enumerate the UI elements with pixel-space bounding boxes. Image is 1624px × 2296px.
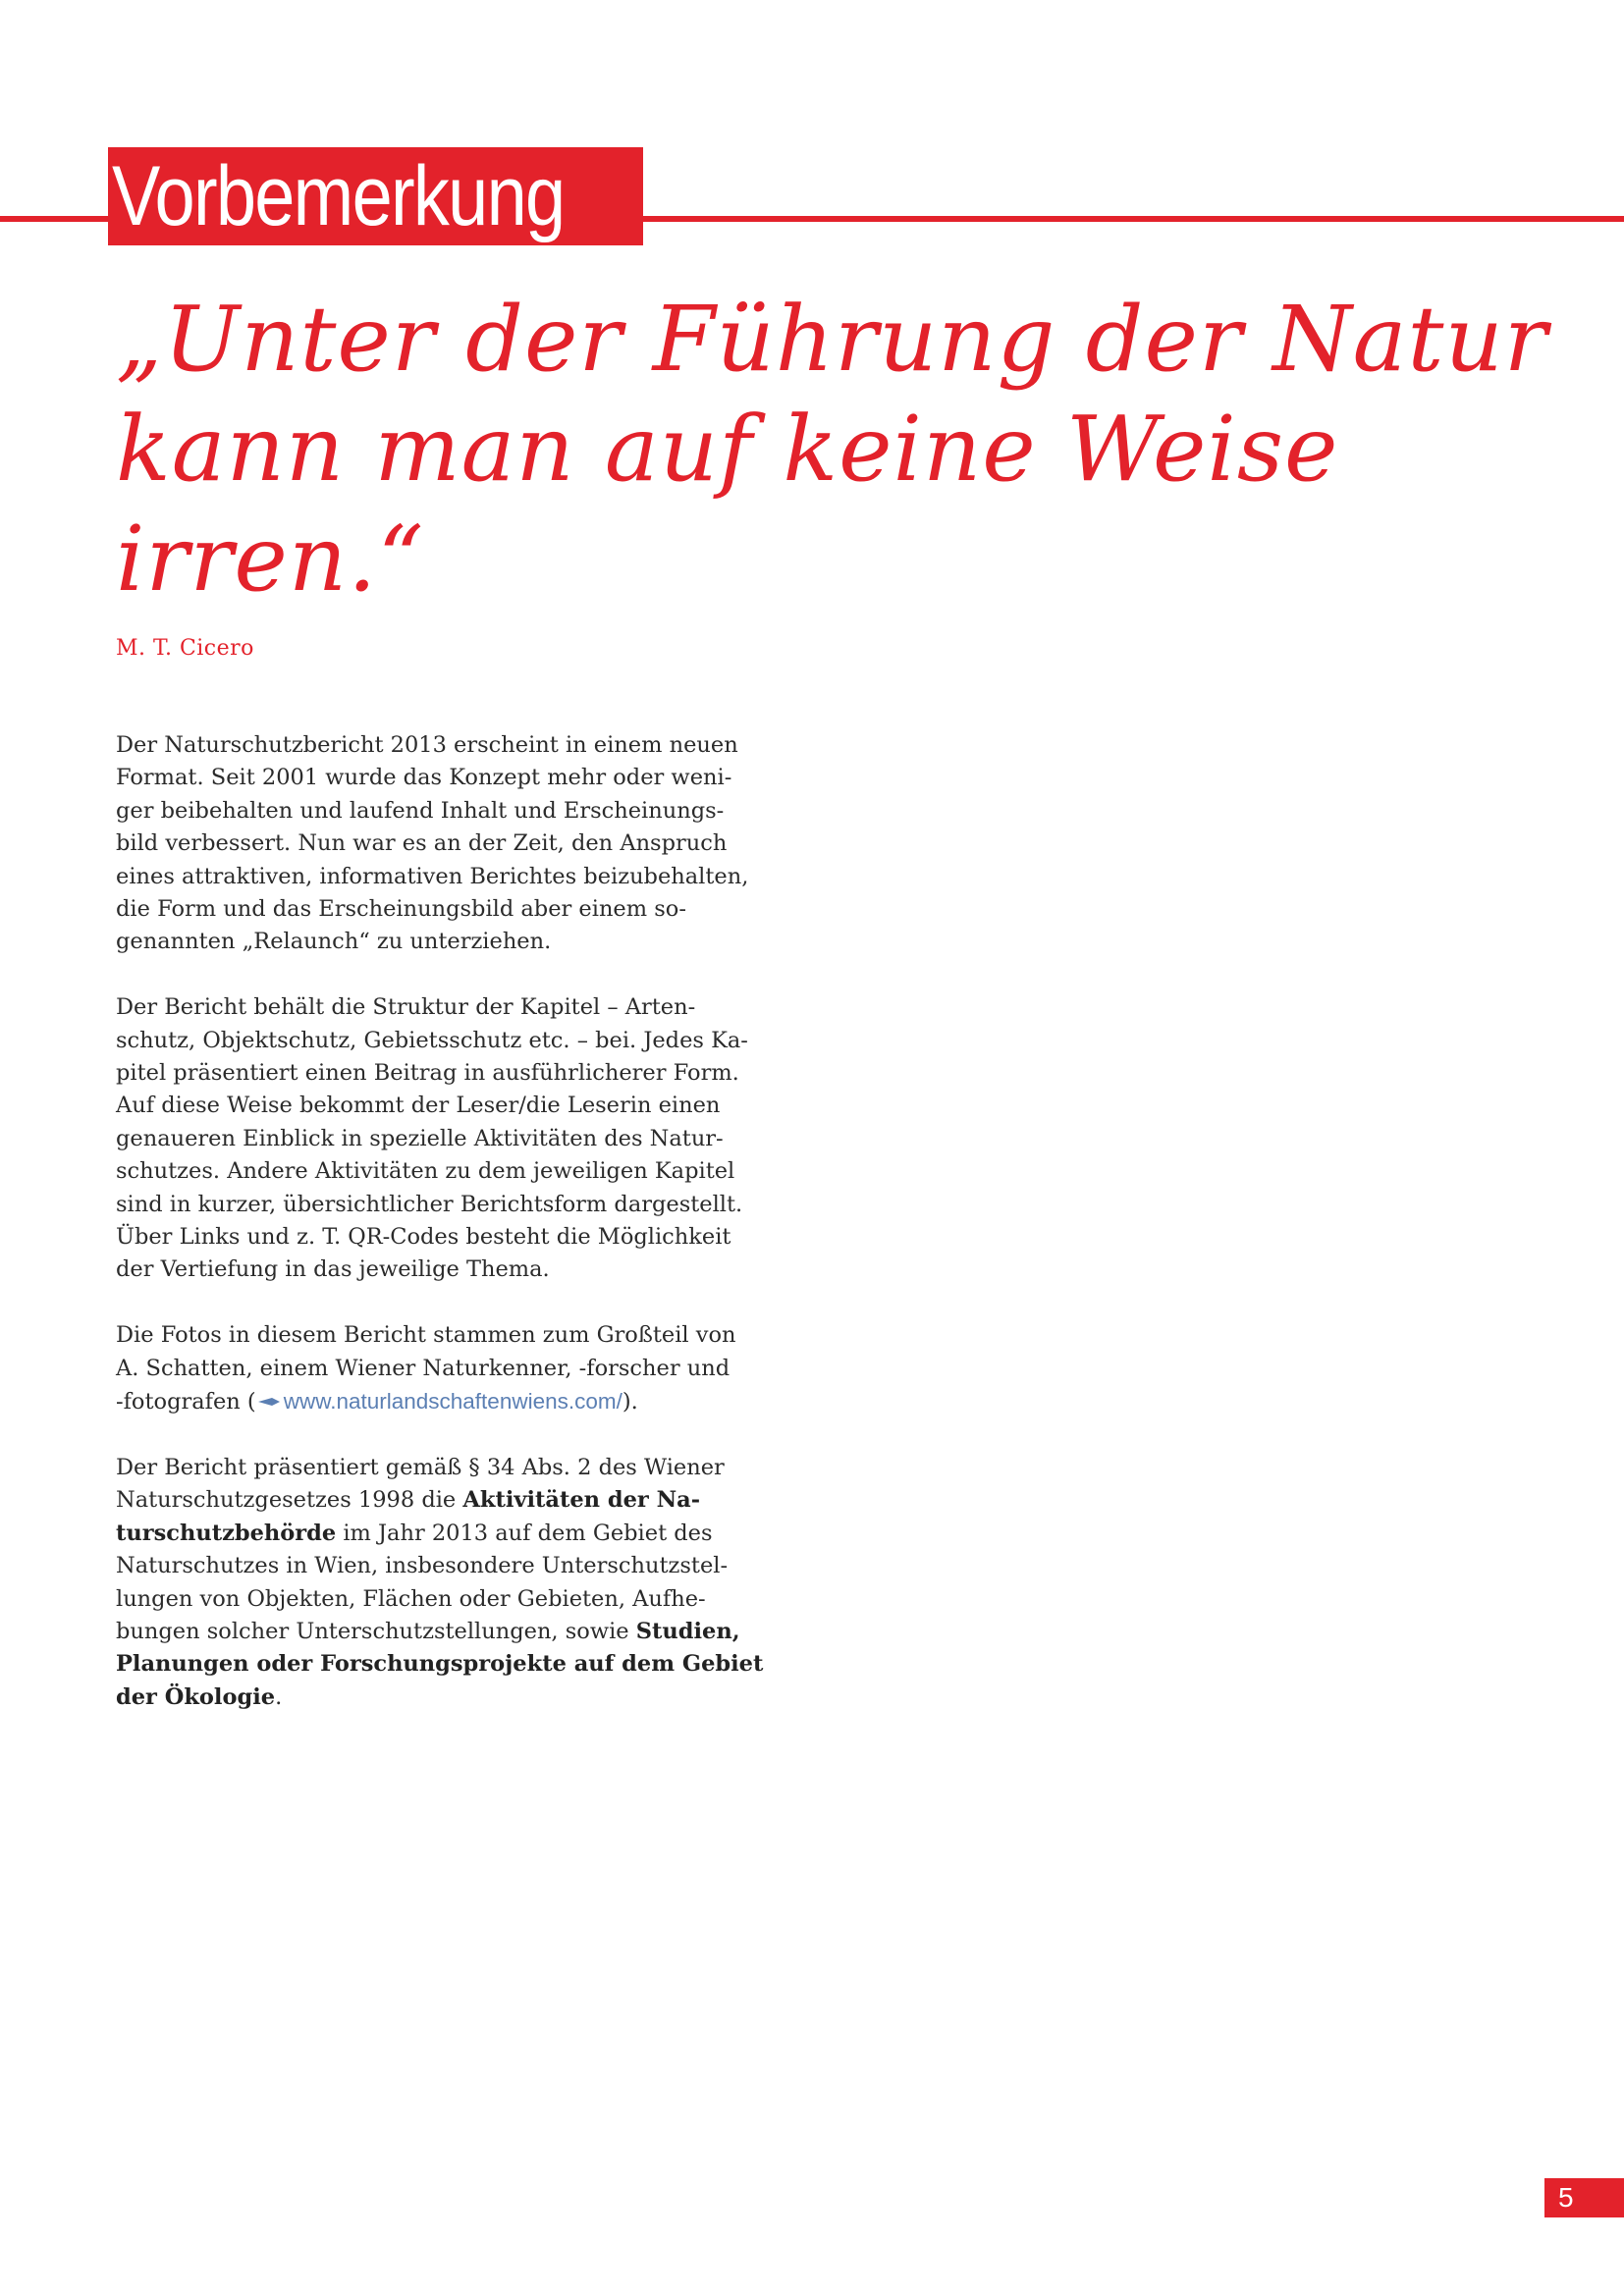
text-line: die Form und das Erscheinungsbild aber einem so- <box>116 896 686 923</box>
text-line: Die Fotos in diesem Bericht stammen zum Großteil von <box>116 1322 736 1349</box>
text-line <box>116 1648 784 1681</box>
text-line: der Vertiefung in das jeweilige Thema. <box>116 1256 550 1283</box>
text-line: Format. Seit 2001 wurde das Konzept mehr oder weni- <box>116 765 732 791</box>
paragraph-format <box>116 729 784 959</box>
text-line: Auf diese Weise bekommt der Leser/die Leserin einen <box>116 1093 721 1119</box>
text-line <box>116 1518 784 1550</box>
text-line: sind in kurzer, übersichtlicher Berichtsform dargestellt. <box>116 1191 743 1217</box>
text-line <box>116 1385 784 1418</box>
text-line: genaueren Einblick in spezielle Aktivitäten des Natur- <box>116 1125 724 1151</box>
quote-line: „Unter der Führung der Natur <box>116 287 1548 392</box>
text-fragment: ). <box>622 1389 638 1415</box>
epigraph-quote <box>116 285 1548 614</box>
quote-line: kann man auf keine Weise <box>116 397 1339 502</box>
text-fragment: . <box>275 1683 283 1710</box>
body-text <box>116 729 784 1747</box>
quote-author: M. T. Cicero <box>116 636 254 661</box>
text-line: pitel präsentiert einen Beitrag in ausführlicherer Form. <box>116 1060 739 1087</box>
bold-fragment: der Ökologie <box>116 1683 276 1710</box>
text-line: Der Bericht behält die Struktur der Kapitel – Arten- <box>116 994 696 1021</box>
text-line: ger beibehalten und laufend Inhalt und Erscheinungs- <box>116 797 725 824</box>
text-fragment: bungen solcher Unterschutzstellungen, sowie <box>116 1618 636 1644</box>
section-title: Vorbemerkung <box>112 149 565 243</box>
quote-line: irren.“ <box>116 507 425 612</box>
text-fragment: Naturschutzgesetzes 1998 die <box>116 1487 463 1514</box>
paragraph-structure <box>116 991 784 1287</box>
text-line: genannten „Relaunch“ zu unterziehen. <box>116 929 552 955</box>
text-line <box>116 1616 784 1648</box>
page-number: 5 <box>1558 2182 1574 2213</box>
website-link[interactable]: www.naturlandschaftenwiens.com/ <box>283 1389 623 1415</box>
text-line: Naturschutzes in Wien, insbesondere Unterschutzstel- <box>116 1553 729 1579</box>
bold-fragment: Aktivitäten der Na- <box>462 1487 701 1514</box>
text-line: schutz, Objektschutz, Gebietsschutz etc. – bei. Jedes Ka- <box>116 1027 748 1053</box>
text-fragment: im Jahr 2013 auf dem Gebiet des <box>336 1520 713 1546</box>
text-line: schutzes. Andere Aktivitäten zu dem jeweiligen Kapitel <box>116 1158 735 1185</box>
section-header <box>108 147 643 245</box>
text-line: bild verbessert. Nun war es an der Zeit, den Anspruch <box>116 830 728 857</box>
bold-fragment: turschutzbehörde <box>116 1520 337 1546</box>
text-line: lungen von Objekten, Flächen oder Gebieten, Aufhe- <box>116 1585 706 1612</box>
text-line <box>116 1682 784 1714</box>
text-line: Über Links und z. T. QR-Codes besteht die Möglichkeit <box>116 1224 731 1251</box>
text-fragment: -fotografen ( <box>116 1389 256 1415</box>
link-arrow-icon <box>258 1396 280 1408</box>
text-line <box>116 1484 784 1517</box>
page-number-box <box>1544 2178 1624 2217</box>
paragraph-legal <box>116 1452 784 1714</box>
paragraph-photos <box>116 1319 784 1418</box>
text-line: Der Naturschutzbericht 2013 erscheint in einem neuen <box>116 732 738 758</box>
text-line: eines attraktiven, informativen Berichtes beizubehalten, <box>116 863 749 889</box>
bold-fragment: Studien, <box>635 1618 740 1644</box>
text-line: Der Bericht präsentiert gemäß § 34 Abs. 2 des Wiener <box>116 1454 725 1480</box>
bold-fragment: Planungen oder Forschungsprojekte auf dem Gebiet <box>116 1651 764 1678</box>
text-line: A. Schatten, einem Wiener Naturkenner, -forscher und <box>116 1355 731 1381</box>
